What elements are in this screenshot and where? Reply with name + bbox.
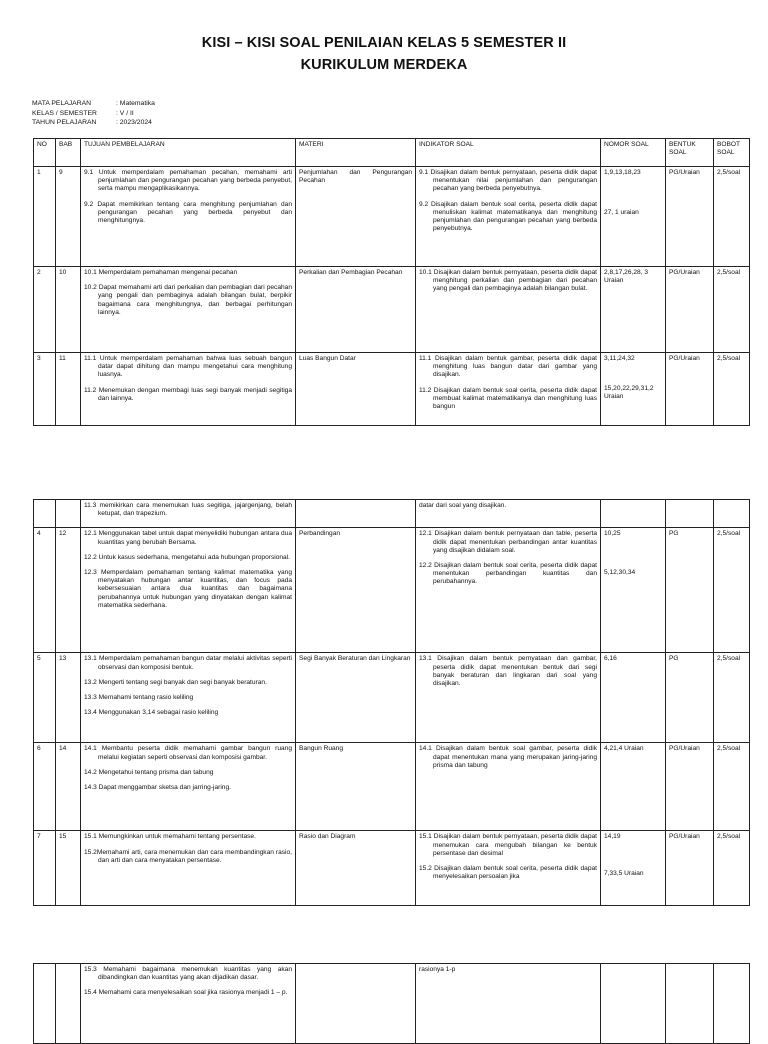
cell-no: 7 [34, 831, 56, 906]
cell-bentuk: PG/Uraian [666, 167, 714, 267]
cell-bab [56, 500, 81, 528]
cell-indikator-paragraph: 15.1 Disajikan dalam bentuk pernyataan, peserta didik dapat menemukan cara mengubah bilangan ke bentuk persentase dan desimal [419, 833, 597, 857]
kisi-table-page-1 [33, 138, 750, 426]
cell-materi [296, 500, 416, 528]
cell-indikator [416, 964, 601, 1044]
kisi-table-page-3 [33, 963, 750, 1044]
cell-bab: 12 [56, 528, 81, 653]
cell-bab: 14 [56, 743, 81, 831]
meta-block [32, 99, 155, 128]
cell-indikator [416, 743, 601, 831]
cell-nomor [601, 528, 666, 653]
cell-tujuan-paragraph: 15.2Memahami arti, cara menemukan dan cara membandingkan rasio, dan arti dan cara menyatakan persentase. [84, 848, 292, 864]
header-indikator: INDIKATOR SOAL [416, 139, 601, 167]
cell-bentuk: PG/Uraian [666, 267, 714, 353]
cell-bobot: 2,5/soal [714, 653, 750, 743]
cell-indikator-paragraph: rasionya 1-p [419, 966, 456, 973]
cell-nomor [601, 653, 666, 743]
cell-materi: Segi Banyak Beraturan dan Lingkaran [296, 653, 416, 743]
header-tujuan: TUJUAN PEMBELAJARAN [81, 139, 296, 167]
table-row [34, 964, 750, 1044]
cell-indikator [416, 831, 601, 906]
table-row [34, 743, 750, 831]
cell-tujuan-paragraph: 12.3 Memperdalam pemahaman tentang kalimat matematika yang menyatakan hubungan antar kuantitas, dan focus pada kebersesuaian antara dua kuantitas dan bagaimana perubahannya untuk hubungan yang dinyatakan dengan kalimat matematika sederhana. [84, 569, 292, 609]
meta-value: : 2023/2024 [116, 119, 152, 127]
cell-tujuan-paragraph: 15.4 Memahami cara menyelesaikan soal jika rasionya menjadi 1 – p. [84, 989, 288, 997]
cell-bobot [714, 964, 750, 1044]
header-nomor: NOMOR SOAL [601, 139, 666, 167]
meta-row [32, 109, 155, 119]
cell-nomor-entry: 1,9,13,18,23 [604, 169, 641, 176]
cell-tujuan [81, 267, 296, 353]
cell-materi: Luas Bangun Datar [296, 353, 416, 426]
table-header-row [34, 139, 750, 167]
cell-bobot: 2,5/soal [714, 353, 750, 426]
meta-key: MATA PELAJARAN [32, 100, 92, 107]
cell-no [34, 964, 56, 1044]
meta-value: : V / II [116, 109, 134, 117]
cell-nomor [601, 743, 666, 831]
cell-tujuan [81, 353, 296, 426]
cell-indikator-paragraph: 12.1 Disajikan dalam bentuk pernyataan dan table, peserta didik dapat menentukan perbandingan antar kuantitas yang disajikan didalam soal. [419, 530, 597, 554]
cell-indikator-paragraph: 11.2 Disajikan dalam bentuk soal cerita, peserta didik dapat membuat kalimat matematikanya dan menghitung luas bangun [419, 386, 597, 411]
cell-no: 1 [34, 167, 56, 267]
header-bab: BAB [56, 139, 81, 167]
cell-indikator [416, 653, 601, 743]
cell-bobot: 2,5/soal [714, 267, 750, 353]
cell-tujuan [81, 167, 296, 267]
cell-nomor [601, 964, 666, 1044]
cell-tujuan-paragraph: 9.1 Untuk memperdalam pemahaman pecahan, memahami arti penjumlahan dan pengurangan pecahan yang berbeda penyebut, serta mampu mengaplikasikannya. [84, 169, 292, 193]
cell-no: 5 [34, 653, 56, 743]
cell-indikator-paragraph: datar dari soal yang disajikan. [419, 502, 507, 509]
cell-nomor-entry: 3,11,24,32 [604, 355, 635, 362]
cell-bentuk: PG [666, 653, 714, 743]
table-row [34, 528, 750, 653]
cell-indikator-paragraph: 13.1 Disajikan dalam bentuk pernyataan dan gambar, peserta didik dapat menentukan bentuk dari segi banyak beraturan dan lingkaran dari soal yang disajikan. [419, 655, 597, 688]
cell-tujuan-paragraph: 15.1 Memungkinkan untuk memahami tentang persentase. [84, 833, 256, 841]
cell-materi: Perkalian dan Pembagian Pecahan [296, 267, 416, 353]
cell-tujuan-paragraph: 13.3 Memahami tentang rasio keliling [84, 694, 194, 702]
cell-tujuan [81, 653, 296, 743]
table-row [34, 353, 750, 426]
cell-tujuan [81, 743, 296, 831]
cell-bentuk: PG/Uraian [666, 743, 714, 831]
cell-tujuan-paragraph: 13.2 Mengerti tentang segi banyak dan segi banyak beraturan. [84, 678, 267, 686]
cell-indikator-paragraph: 14.1 Disajikan dalam bentuk soal gambar, peserta didik dapat menentukan mana yang merupakan jaring-jaring prisma dan tabung [419, 745, 597, 769]
cell-nomor-entry: 10,25 [604, 530, 621, 538]
meta-key: TAHUN PELAJARAN [32, 119, 97, 127]
cell-no: 4 [34, 528, 56, 653]
table-row [34, 653, 750, 743]
cell-indikator [416, 353, 601, 426]
cell-tujuan-paragraph: 11.2 Menemukan dengan membagi luas segi banyak menjadi segitiga dan lainnya. [84, 386, 292, 402]
cell-indikator-paragraph: 15.2 Disajikan dalam bentuk soal cerita, peserta didik dapat menyelesaikan persoalan jika [419, 865, 597, 881]
cell-no [34, 500, 56, 528]
table-row [34, 500, 750, 528]
cell-nomor-entry: 5,12,30,34 [604, 568, 636, 576]
cell-no: 3 [34, 353, 56, 426]
cell-bab: 10 [56, 267, 81, 353]
cell-no: 6 [34, 743, 56, 831]
table-row [34, 167, 750, 267]
cell-nomor [601, 267, 666, 353]
cell-materi: Perbandingan [296, 528, 416, 653]
cell-bab: 13 [56, 653, 81, 743]
cell-bentuk: PG/Uraian [666, 353, 714, 426]
cell-materi: Rasio dan Diagram [296, 831, 416, 906]
cell-tujuan-paragraph: 14.1 Membantu peserta didik memahami gambar bangun ruang melalui kegiatan seperti observasi dan komposisi gambar. [84, 745, 292, 761]
meta-value: : Matematika [116, 100, 155, 107]
cell-nomor-entry: 14,19 [604, 833, 621, 841]
cell-no: 2 [34, 267, 56, 353]
cell-tujuan-paragraph: 13.4 Menggunakan 3,14 sebagai rasio keliling [84, 709, 219, 717]
cell-tujuan-paragraph: 10.1 Memperdalam pemahaman mengenai pecahan [84, 269, 238, 276]
cell-indikator [416, 528, 601, 653]
header-bentuk: BENTUK SOAL [666, 139, 714, 167]
cell-nomor-entry: 4,21,4 Uraian [604, 745, 644, 753]
cell-tujuan-paragraph: 15.3 Memahami bagaimana menemukan kuantitas yang akan dibandingkan dan kuantitas yang akan dijadikan dasar. [84, 966, 292, 982]
cell-nomor [601, 831, 666, 906]
cell-bobot: 2,5/soal [714, 528, 750, 653]
cell-tujuan-paragraph: 14.2 Mengetahui tentang prisma dan tabung [84, 768, 214, 776]
cell-tujuan [81, 500, 296, 528]
cell-bab: 9 [56, 167, 81, 267]
cell-tujuan [81, 831, 296, 906]
cell-materi: Bangun Ruang [296, 743, 416, 831]
cell-bentuk [666, 964, 714, 1044]
cell-bentuk [666, 500, 714, 528]
table-row [34, 267, 750, 353]
cell-indikator-paragraph: 10.1 Disajikan dalam bentuk pernyataan, peserta didik dapat menghitung perkalian dan pembagian dari pecahan yang pengali dan pembaginya adalah bilangan bulat. [419, 269, 597, 293]
cell-indikator [416, 267, 601, 353]
cell-tujuan [81, 528, 296, 653]
cell-bab: 11 [56, 353, 81, 426]
cell-nomor-entry: 15,20,22,29,31,2 Uraian [604, 385, 654, 401]
cell-bobot: 2,5/soal [714, 743, 750, 831]
meta-row [32, 99, 155, 109]
cell-bentuk: PG/Uraian [666, 831, 714, 906]
cell-materi: Penjumlahan dan Pengurangan Pecahan [296, 167, 416, 267]
cell-indikator-paragraph: 12.2 Disajikan dalam bentuk soal cerita, peserta didik dapat menentukan perbandingan kuantitas dan perubahannya. [419, 562, 597, 586]
cell-bobot: 2,5/soal [714, 167, 750, 267]
doc-title-line1: KISI – KISI SOAL PENILAIAN KELAS 5 SEMESTER II [201, 35, 567, 51]
cell-indikator-paragraph: 9.2 Disajikan dalam bentuk soal cerita, peserta didik dapat menuliskan kalimat matematikanya dan menghitung penjumlahan dan pengurangan pecahan yang berbeda penyebutnya. [419, 200, 597, 233]
cell-tujuan-paragraph: 12.1 Menggunakan tabel untuk dapat menyelidiki hubungan antara dua kuantitas yang berubah Bersama. [84, 530, 292, 546]
header-bobot: BOBOT SOAL [714, 139, 750, 167]
cell-bobot [714, 500, 750, 528]
header-no: NO [34, 139, 56, 167]
cell-nomor-entry: 7,33,5 Uraian [604, 869, 644, 877]
cell-tujuan-paragraph: 11.1 Untuk memperdalam pemahaman bahwa luas sebuah bangun datar dapat dihitung dan mampu mengetahui cara menghitung luasnya. [84, 355, 292, 379]
cell-materi [296, 964, 416, 1044]
kisi-table-page-2 [33, 499, 750, 906]
meta-key: KELAS / SEMESTER [32, 109, 97, 117]
cell-nomor-entry: 2,8,17,26,28, 3 Uraian [604, 269, 648, 285]
cell-nomor [601, 500, 666, 528]
cell-tujuan-paragraph: 14.3 Dapat menggambar sketsa dan jarring-jaring. [84, 784, 231, 792]
cell-nomor-entry: 27, 1 uraian [604, 209, 639, 217]
cell-tujuan-paragraph: 11.3 memikirkan cara menemukan luas segitiga, jajargenjang, belah ketupat, dan trapezium. [84, 502, 292, 518]
cell-bobot: 2,5/soal [714, 831, 750, 906]
cell-indikator-paragraph: 9.1 Disajikan dalam bentuk pernyataan, peserta didik dapat menentukan nilai penjumlahan dan pengurangan pecahan yang berbeda penyebutnya. [419, 169, 597, 193]
cell-bab [56, 964, 81, 1044]
cell-nomor [601, 167, 666, 267]
cell-bentuk: PG [666, 528, 714, 653]
cell-nomor-entry: 6,16 [604, 655, 617, 663]
cell-nomor [601, 353, 666, 426]
cell-indikator [416, 167, 601, 267]
cell-tujuan-paragraph: 10.2 Dapat memahami arti dari perkalian dan pembagian dari pecahan yang pengali dan pembaginya adalah bilangan bulat, berpikir bagaimana cara menghitungnya, dan berbagai perhitungan lainnya. [84, 284, 292, 316]
cell-tujuan [81, 964, 296, 1044]
doc-title-line2: KURIKULUM MERDEKA [300, 57, 468, 73]
cell-indikator [416, 500, 601, 528]
header-materi: MATERI [296, 139, 416, 167]
cell-tujuan-paragraph: 13.1 Memperdalam pemahaman bangun datar melalui aktivitas seperti observasi dan komposisi bentuk. [84, 655, 292, 671]
cell-tujuan-paragraph: 9.2 Dapat memikirkan tentang cara menghitung penjumlahan dan pengurangan pecahan yang berbeda penyebut dan menghitungnya. [84, 200, 292, 225]
cell-indikator-paragraph: 11.1 Disajikan dalam bentuk gambar, peserta didik dapat menghitung luas bangun datar dari gambar yang disajikan. [419, 355, 597, 379]
table-row [34, 831, 750, 906]
cell-bab: 15 [56, 831, 81, 906]
meta-row [32, 118, 155, 128]
cell-tujuan-paragraph: 12.2 Untuk kasus sederhana, mengetahui ada hubungan proporsional. [84, 553, 291, 561]
